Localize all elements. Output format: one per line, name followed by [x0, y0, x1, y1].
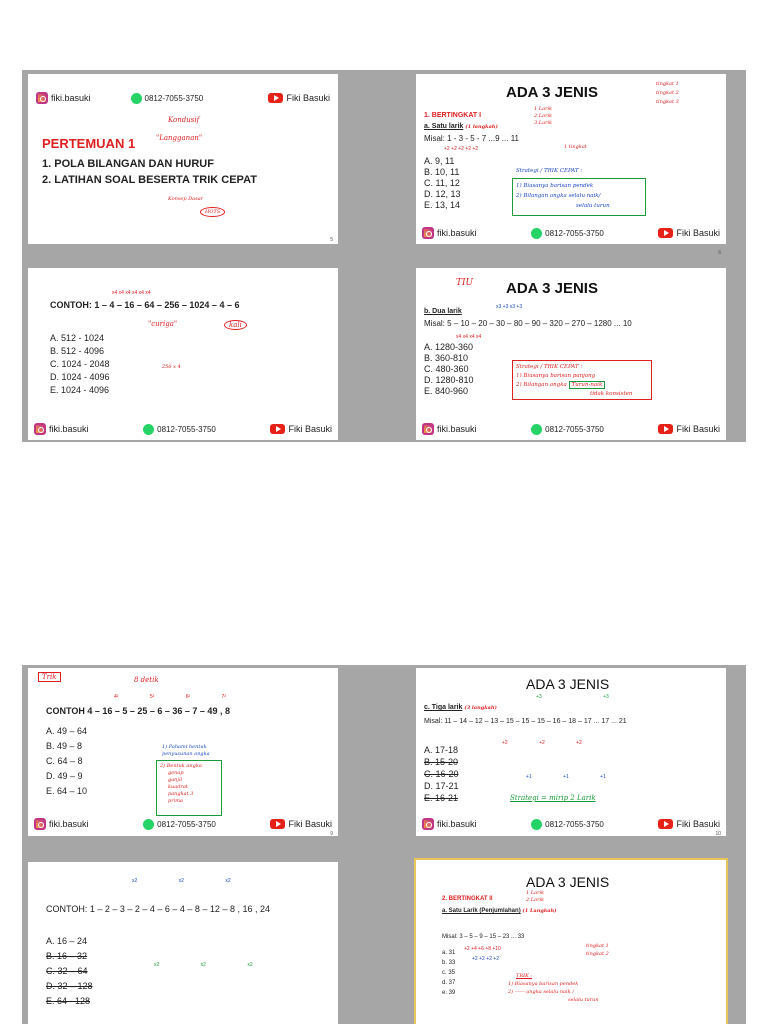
youtube-icon: [270, 819, 285, 829]
page-number: 9: [330, 831, 333, 837]
subheading: b. Dua larik: [424, 308, 462, 315]
difference-marks: +2 +2 +2 +2 +2: [444, 146, 479, 152]
option-a[interactable]: A. 17-18: [424, 745, 459, 755]
option-b[interactable]: B. 16 – 32: [46, 951, 88, 961]
phone-number: 0812-7055-3750: [157, 424, 216, 434]
option-d[interactable]: D. 49 – 9: [46, 771, 83, 781]
answer-options: [424, 744, 459, 804]
phone-number: 0812-7055-3750: [545, 819, 604, 829]
option-e[interactable]: E. 16-21: [424, 793, 459, 803]
whatsapp-icon: [531, 228, 542, 239]
subheading-text: a. Satu Larik (Penjumlahan): [442, 908, 521, 914]
notes-box: [156, 760, 222, 816]
strategy-box: [512, 178, 646, 216]
instagram-handle: fiki.basuki: [49, 819, 89, 829]
bottom-marks: x2 x2 x2: [154, 962, 253, 968]
subheading-note: (1 langkah): [465, 124, 498, 130]
youtube-channel: Fiki Basuki: [288, 819, 332, 829]
instagram-handle: fiki.basuki: [49, 424, 89, 434]
option-b[interactable]: B. 10, 11: [424, 167, 460, 177]
instagram-icon: [422, 818, 434, 830]
instagram-handle: fiki.basuki: [437, 424, 477, 434]
subheading: [424, 704, 497, 711]
note-item: 1) Pahami bentuk: [162, 744, 207, 750]
agenda-item-1: 1. POLA BILANGAN DAN HURUF: [42, 158, 214, 170]
strategy-notes: [516, 166, 582, 176]
branch-note: 2 Larik: [526, 897, 545, 903]
option-a[interactable]: A. 9, 11: [424, 156, 455, 166]
whatsapp-icon: [143, 819, 154, 830]
note-tiu: TIU: [456, 278, 474, 288]
square-mark: 6²: [185, 694, 191, 700]
section-heading: 1. BERTINGKAT I: [424, 112, 482, 119]
top-marks: x2 x2 x2: [132, 878, 231, 884]
slide-title: PERTEMUAN 1: [42, 136, 136, 151]
bottom-marks: x4 x4 x4 x4: [456, 334, 482, 340]
option-e[interactable]: E. 64 – 10: [46, 786, 88, 796]
example-sequence: CONTOH: 1 – 4 – 16 – 64 – 256 – 1024 – 4 – 6: [50, 300, 240, 310]
trik-item: selalu turun: [568, 997, 599, 1003]
option-b[interactable]: b. 33: [442, 960, 456, 966]
example-sequence: Misal: 1 - 3 - 5 - 7 ...9 ... 11: [424, 134, 519, 143]
strategy-box: [512, 360, 652, 400]
subheading: [442, 908, 557, 914]
slide-title: ADA 3 JENIS: [526, 676, 610, 692]
youtube-channel: Fiki Basuki: [676, 819, 720, 829]
mid-marks: +2 +2 +2: [502, 740, 582, 746]
second-differences: +2 +2 +2 +2: [472, 956, 499, 962]
square-mark: 7²: [221, 694, 226, 700]
trik-title: TRIK :: [516, 973, 533, 979]
trik-item: 2) —— angka selalu naik /: [508, 989, 574, 995]
slide-12[interactable]: [416, 860, 726, 1024]
instagram-icon: [34, 818, 46, 830]
answer-options: [424, 342, 474, 397]
square-mark: 5²: [149, 694, 155, 700]
youtube-icon: [658, 819, 673, 829]
example-sequence: CONTOH 4 – 16 – 5 – 25 – 6 – 36 – 7 – 49 , 8: [46, 706, 230, 716]
page-number: 10: [715, 831, 721, 837]
strategy-item: selalu turun: [576, 203, 610, 209]
option-b[interactable]: B. 360-810: [424, 353, 469, 363]
branch-notes: [526, 890, 544, 904]
strategy-note: Strategi = mirip 2 Larik: [510, 794, 596, 802]
slide-footer: [34, 816, 332, 832]
slide-footer: [422, 225, 720, 241]
strategy-item: 2) Bilangan angka selalu naik/: [516, 193, 601, 199]
subheading: [424, 123, 498, 130]
page-number: 5: [330, 237, 333, 243]
youtube-channel: Fiki Basuki: [676, 228, 720, 238]
multiplier-marks: x4 x4 x4 x4 x4 x4: [112, 290, 151, 296]
slide-header: [36, 92, 330, 104]
note-hots: HOTS: [200, 207, 225, 217]
square-mark: 4²: [114, 694, 119, 700]
phone-number: 0812-7055-3750: [545, 424, 604, 434]
option-d[interactable]: d. 37: [442, 980, 456, 986]
option-d[interactable]: D. 17-21: [424, 781, 459, 791]
answer-options: [424, 156, 461, 211]
agenda-item-2: 2. LATIHAN SOAL BESERTA TRIK CEPAT: [42, 174, 257, 186]
trik-notes: [508, 972, 599, 1004]
note-item: ganjil: [168, 777, 183, 783]
note-item: genap: [168, 770, 184, 776]
strategy-title: Strategi / TRIK CEPAT :: [516, 364, 583, 370]
notes-pahami: [162, 744, 210, 758]
page-number: 6: [718, 250, 721, 256]
option-d[interactable]: D. 32 – 128: [46, 981, 93, 991]
option-c[interactable]: c. 35: [442, 970, 456, 976]
slide-title: ADA 3 JENIS: [506, 84, 598, 101]
strategy-item: tidak konsisten: [590, 391, 633, 397]
note-konsep-dasar: Konsep Dasar: [168, 196, 204, 202]
slide-6[interactable]: [416, 74, 726, 256]
option-c[interactable]: C. 16-20: [424, 769, 459, 779]
note-item: 2) Bentuk angka: [160, 763, 202, 769]
whatsapp-icon: [531, 424, 542, 435]
bottom-marks: +1 +1 +1: [526, 774, 606, 780]
tingkat-note: tingkat 2: [586, 951, 609, 957]
option-c[interactable]: C. 64 – 8: [46, 756, 83, 766]
instagram-handle: fiki.basuki: [51, 93, 91, 103]
option-d[interactable]: D. 12, 13: [424, 189, 461, 199]
whatsapp-icon: [131, 93, 142, 104]
answer-options: [50, 332, 110, 397]
option-c[interactable]: C. 480-360: [424, 364, 469, 374]
tingkat-note: 1 tingkat: [564, 144, 587, 150]
square-marks: [114, 694, 226, 700]
option-a[interactable]: A. 49 – 64: [46, 726, 88, 736]
note-item: prima: [168, 798, 183, 804]
instagram-handle: fiki.basuki: [437, 228, 477, 238]
strategy-item-text: 2) Bilangan angka: [516, 382, 567, 388]
youtube-icon: [268, 93, 283, 103]
instagram-icon: [34, 423, 46, 435]
slide-9[interactable]: [28, 668, 338, 836]
youtube-channel: Fiki Basuki: [288, 424, 332, 434]
note-curiga: "curiga": [148, 320, 178, 328]
youtube-icon: [658, 424, 673, 434]
side-note: tingkat 1: [656, 81, 679, 87]
side-note: tingkat 2: [656, 90, 679, 96]
youtube-channel: Fiki Basuki: [286, 93, 330, 103]
branch-note: 2 Larik: [534, 113, 553, 119]
slide-footer: [34, 421, 332, 437]
example-sequence: Misal: 11 – 14 – 12 – 13 – 15 – 15 – 15 – 16 – 18 – 17 ... 17 ... 21: [424, 718, 627, 725]
trik-item: 1) Biasanya barisan pendek: [508, 981, 579, 987]
option-e[interactable]: e. 39: [442, 990, 456, 996]
youtube-channel: Fiki Basuki: [676, 424, 720, 434]
slide-8[interactable]: [416, 268, 726, 440]
note-item: penyusunan angka: [162, 751, 210, 757]
slide-title: ADA 3 JENIS: [506, 280, 598, 297]
answer-options: [46, 724, 87, 799]
strategy-item: 1) Biasanya barisan panjang: [516, 373, 596, 379]
option-a[interactable]: A. 512 - 1024: [50, 333, 105, 343]
answer-options: [46, 934, 93, 1009]
branch-note: 3 Larik: [534, 120, 553, 126]
subheading-note: (1 Langkah): [522, 908, 557, 914]
example-sequence: CONTOH: 1 – 2 – 3 – 2 – 4 – 6 – 4 – 8 – 12 – 8 , 16 , 24: [46, 904, 270, 914]
note-kali: kali: [224, 320, 247, 330]
instagram-handle: fiki.basuki: [437, 819, 477, 829]
slide-footer: [422, 816, 720, 832]
phone-number: 0812-7055-3750: [144, 93, 204, 103]
slide-footer: [422, 421, 720, 437]
option-b[interactable]: B. 49 – 8: [46, 741, 83, 751]
branch-note: 1 Larik: [534, 106, 553, 112]
slide-10[interactable]: [416, 668, 726, 836]
phone-number: 0812-7055-3750: [545, 228, 604, 238]
slide-7[interactable]: [28, 268, 338, 440]
note-calc: 256 x 4: [162, 364, 181, 370]
note-trik: Trik: [38, 672, 61, 682]
strategy-highlight: Turun-naik: [569, 381, 606, 389]
option-a[interactable]: a. 31: [442, 950, 456, 956]
youtube-icon: [270, 424, 285, 434]
example-sequence: Misal: 5 – 10 – 20 – 30 – 80 – 90 – 320 – 270 – 1280 ... 10: [424, 319, 632, 328]
option-c[interactable]: C. 11, 12: [424, 178, 460, 188]
option-c[interactable]: C. 1024 - 2048: [50, 359, 110, 369]
top-marks: +3 +3: [536, 694, 609, 700]
answer-options: [442, 948, 455, 998]
top-marks: x3 +3 x3 +3: [496, 304, 523, 310]
example-sequence: Misal: 3 – 5 – 9 – 15 – 23 ... 33: [442, 934, 525, 940]
youtube-icon: [658, 228, 673, 238]
slide-title: ADA 3 JENIS: [526, 874, 610, 890]
note-item: kuadrat: [168, 784, 188, 790]
option-e[interactable]: E. 1024 - 4096: [50, 385, 110, 395]
phone-number: 0812-7055-3750: [157, 819, 216, 829]
instagram-icon: [422, 423, 434, 435]
option-e[interactable]: E. 840-960: [424, 386, 469, 396]
strategy-item: [516, 381, 648, 390]
note-detail: 8 detik: [134, 676, 159, 684]
slide-5[interactable]: [28, 74, 338, 244]
subheading-text: a. Satu larik: [424, 123, 464, 130]
first-differences: +2 +4 +6 +8 +10: [464, 946, 501, 952]
slide-11[interactable]: [28, 862, 338, 1024]
option-b[interactable]: B. 15-20: [424, 757, 459, 767]
section-heading: 2. BERTINGKAT II: [442, 896, 493, 902]
option-e[interactable]: E. 13, 14: [424, 200, 461, 210]
option-e[interactable]: E. 64 - 128: [46, 996, 91, 1006]
option-d[interactable]: D. 1280-810: [424, 375, 474, 385]
whatsapp-icon: [531, 819, 542, 830]
note-item: pangkat 3: [168, 791, 194, 797]
branch-note: 1 Larik: [526, 890, 545, 896]
tingkat-notes: [586, 942, 609, 958]
note-kondusif: Kondusif: [168, 116, 200, 124]
option-b[interactable]: B. 512 - 4096: [50, 346, 105, 356]
branch-notes: [534, 106, 552, 127]
option-a[interactable]: A. 1280-360: [424, 342, 474, 352]
subheading-text: c. Tiga larik: [424, 704, 463, 711]
strategy-item: 1) Biasanya barisan pendek: [516, 183, 594, 189]
instagram-icon: [422, 227, 434, 239]
note-langganan: "Langganan": [156, 134, 203, 142]
instagram-icon: [36, 92, 48, 104]
side-note: tingkat 3: [656, 99, 679, 105]
option-c[interactable]: C. 32 – 64: [46, 966, 88, 976]
option-a[interactable]: A. 16 – 24: [46, 936, 88, 946]
option-d[interactable]: D. 1024 - 4096: [50, 372, 110, 382]
strategy-title: Strategi / TRIK CEPAT :: [516, 168, 583, 174]
side-notes: [656, 80, 679, 107]
whatsapp-icon: [143, 424, 154, 435]
tingkat-note: tingkat 1: [586, 943, 609, 949]
subheading-note: (3 langkah): [464, 705, 497, 711]
